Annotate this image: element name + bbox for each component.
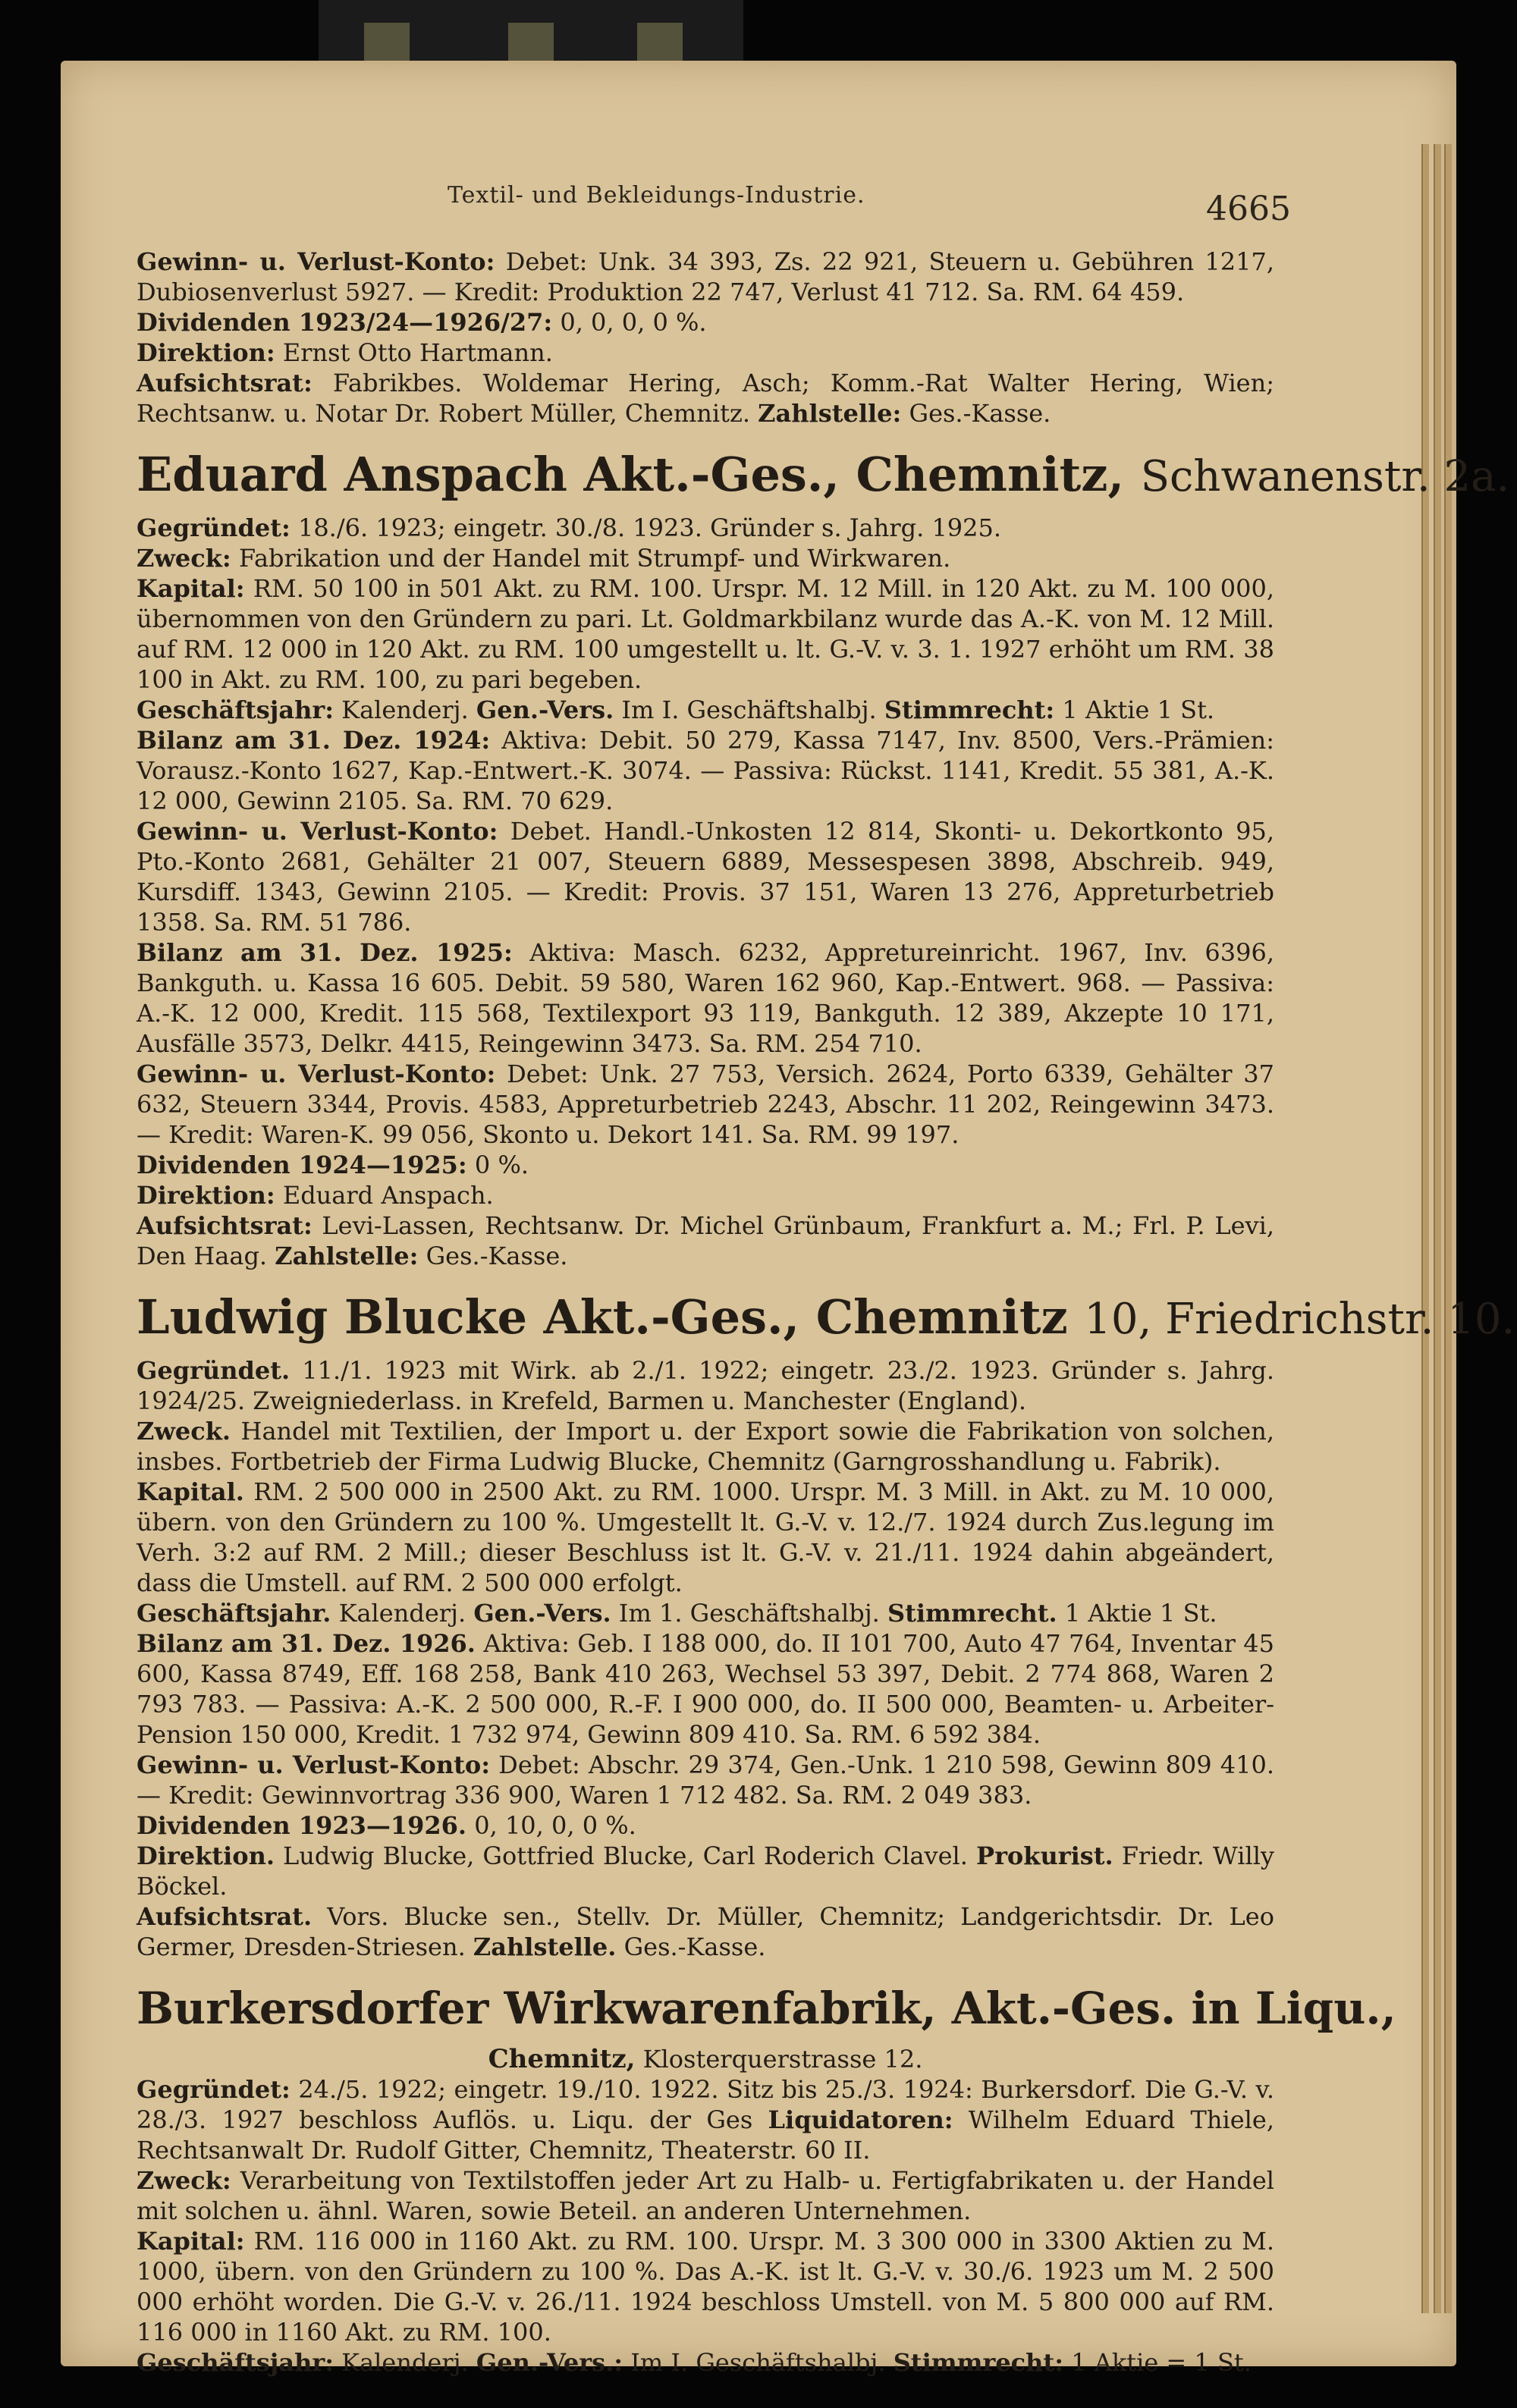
company-heading: Eduard Anspach Akt.-Ges., Chemnitz, Schwanenstr. 2a. — [137, 447, 1510, 502]
entry-paragraph: Bilanz am 31. Dez. 1924: Aktiva: Debit. 50 279, Kassa 7147, Inv. 8500, Vers.-Prämien: Vorausz.-Konto 1627, Kap.-Entwert.-K. 3074. — Passiva: Rückst. 1141, Kredit. 55 381, A.-K. 12 000, Gewinn 2105. Sa. RM. 70 629. — [137, 726, 1275, 815]
entry-paragraph: Zweck: Verarbeitung von Textilstoffen jeder Art zu Halb- u. Fertigfabrikaten u. der Handel mit solchen u. ähnl. Waren, sowie Beteil. an anderen Unternehmen. — [137, 2166, 1274, 2225]
entry-paragraph: Dividenden 1924—1925: 0 %. — [137, 1151, 529, 1179]
entry-paragraph: Gegründet. 11./1. 1923 mit Wirk. ab 2./1. 1922; eingetr. 23./2. 1923. Gründer s. Jahrg. 1924/25. Zweigniederlass. in Krefeld, Barmen u. Manchester (England). — [137, 1356, 1274, 1415]
entry-paragraph: Aufsichtsrat: Levi-Lassen, Rechtsanw. Dr. Michel Grünbaum, Frankfurt a. M.; Frl. P. Levi, Den Haag. Zahlstelle: Ges.-Kasse. — [137, 1211, 1274, 1270]
page-number: 4665 — [1206, 190, 1291, 228]
company-heading: Ludwig Blucke Akt.-Ges., Chemnitz 10, Friedrichstr. 10. — [137, 1289, 1515, 1345]
entry-paragraph: Gewinn- u. Verlust-Konto: Debet: Abschr. 29 374, Gen.-Unk. 1 210 598, Gewinn 809 410. — Kredit: Gewinnvortrag 336 900, Waren 1 712 482. Sa. RM. 2 049 383. — [137, 1750, 1275, 1810]
entry-paragraph: Gewinn- u. Verlust-Konto: Debet: Unk. 27 753, Versich. 2624, Porto 6339, Gehälter 37 632, Steuern 3344, Provis. 4583, Appreturbetrieb 2243, Abschr. 11 202, Reingewinn 3473. — Kredit: Waren-K. 99 056, Skonto u. Dekort 141. Sa. RM. 99 197. — [137, 1060, 1274, 1149]
entry-paragraph: Zweck: Fabrikation und der Handel mit Strumpf- und Wirkwaren. — [137, 544, 951, 573]
entry-paragraph: Bilanz am 31. Dez. 1925: Aktiva: Masch. 6232, Appretureinricht. 1967, Inv. 6396, Bankguth. u. Kassa 16 605. Debit. 59 580, Waren 162 960, Kap.-Entwert. 968. — Passiva: A.-K. 12 000, Kredit. 115 568, Textilexport 93 119, Bankguth. 12 389, Akzepte 10 171, Ausfälle 3573, Delkr. 4415, Reingewinn 3473. Sa. RM. 254 710. — [137, 938, 1275, 1058]
top-binding-tabs — [319, 0, 743, 64]
entry-paragraph: Kapital. RM. 2 500 000 in 2500 Akt. zu RM. 1000. Urspr. M. 3 Mill. in Akt. zu M. 10 000, übern. von den Gründern zu 100 %. Umgestellt lt. G.-V. v. 12./7. 1924 durch Zus.legung im Verh. 3:2 auf RM. 2 Mill.; dieser Beschluss ist lt. G.-V. v. 21./11. 1924 dahin abgeändert, dass die Umstell. auf RM. 2 500 000 erfolgt. — [137, 1477, 1274, 1597]
entry-paragraph: Geschäftsjahr: Kalenderj. Gen.-Vers.: Im I. Geschäftshalbj. Stimmrecht: 1 Aktie = 1 St. — [137, 2348, 1252, 2377]
entry-paragraph: Bilanz am 31. Dez. 1926. Aktiva: Geb. I 188 000, do. II 101 700, Auto 47 764, Inventar 45 600, Kassa 8749, Eff. 168 258, Bank 410 263, Wechsel 53 397, Debit. 2 774 868, Waren 2 793 783. — Passiva: A.-K. 2 500 000, R.-F. I 900 000, do. II 500 000, Beamten- u. Arbeiter-Pension 150 000, Kredit. 1 732 974, Gewinn 809 410. Sa. RM. 6 592 384. — [137, 1629, 1275, 1749]
prelude-paragraph: Direktion: Ernst Otto Hartmann. — [137, 338, 553, 367]
entry-paragraph: Kapital: RM. 50 100 in 501 Akt. zu RM. 100. Urspr. M. 12 Mill. in 120 Akt. zu M. 100 000, übernommen von den Gründern zu pari. Lt. Goldmarkbilanz wurde das A.-K. von M. 12 Mill. auf RM. 12 000 in 120 Akt. zu RM. 100 umgestellt u. lt. G.-V. v. 3. 1. 1927 erhöht um RM. 38 100 in Akt. zu RM. 100, zu pari begeben. — [137, 574, 1274, 694]
company-heading: Burkersdorfer Wirkwarenfabrik, Akt.-Ges. in Liqu., — [137, 1983, 1396, 2034]
binding-tab — [364, 23, 410, 64]
company-subheading: Chemnitz, Klosterquerstrasse 12. — [488, 2044, 923, 2074]
binding-tab — [637, 23, 683, 64]
page-body — [137, 246, 1515, 2378]
prelude-paragraph: Dividenden 1923/24—1926/27: 0, 0, 0, 0 %. — [137, 308, 707, 337]
entry-paragraph: Geschäftsjahr. Kalenderj. Gen.-Vers. Im 1. Geschäftshalbj. Stimmrecht. 1 Aktie 1 St. — [137, 1599, 1217, 1628]
entry-paragraph: Gegründet: 24./5. 1922; eingetr. 19./10. 1922. Sitz bis 25./3. 1924: Burkersdorf. Die G.-V. v. 28./3. 1927 beschloss Auflös. u. Liqu. der Ges Liquidatoren: Wilhelm Eduard Thiele, Rechtsanwalt Dr. Rudolf Gitter, Chemnitz, Theaterstr. 60 II. — [137, 2075, 1275, 2165]
entry-paragraph: Direktion: Eduard Anspach. — [137, 1181, 494, 1210]
prelude-paragraph: Gewinn- u. Verlust-Konto: Debet: Unk. 34 393, Zs. 22 921, Steuern u. Gebühren 1217, Dubiosenverlust 5927. — Kredit: Produktion 22 747, Verlust 41 712. Sa. RM. 64 459. — [137, 247, 1275, 306]
entry-paragraph: Kapital: RM. 116 000 in 1160 Akt. zu RM. 100. Urspr. M. 3 300 000 in 3300 Aktien zu M. 1000, übern. von den Gründern zu 100 %. Das A.-K. ist lt. G.-V. v. 30./6. 1923 um M. 2 500 000 erhöht worden. Die G.-V. v. 26./11. 1924 beschloss Umstell. von M. 5 800 000 auf RM. 116 000 in 1160 Akt. zu RM. 100. — [137, 2227, 1274, 2347]
entry-paragraph: Dividenden 1923—1926. 0, 10, 0, 0 %. — [137, 1811, 636, 1840]
entry-paragraph: Gewinn- u. Verlust-Konto: Debet. Handl.-Unkosten 12 814, Skonti- u. Dekortkonto 95, Pto.-Konto 2681, Gehälter 21 007, Steuern 6889, Messespesen 3898, Abschreib. 949, Kursdiff. 1343, Gewinn 2105. — Kredit: Provis. 37 151, Waren 13 276, Appreturbetrieb 1358. Sa. RM. 51 786. — [137, 817, 1275, 937]
entry-paragraph: Aufsichtsrat. Vors. Blucke sen., Stellv. Dr. Müller, Chemnitz; Landgerichtsdir. Dr. Leo Germer, Dresden-Striesen. Zahlstelle. Ges.-Kasse. — [137, 1902, 1274, 1961]
binding-tab — [508, 23, 554, 64]
entry-paragraph: Gegründet: 18./6. 1923; eingetr. 30./8. 1923. Gründer s. Jahrg. 1925. — [137, 513, 1002, 542]
running-header: Textil- und Bekleidungs-Industrie. — [448, 182, 865, 209]
entry-paragraph: Zweck. Handel mit Textilien, der Import u. der Export sowie die Fabrikation von solchen, insbes. Fortbetrieb der Firma Ludwig Blucke, Chemnitz (Garngrosshandlung u. Fabrik). — [137, 1417, 1274, 1476]
entry-paragraph: Direktion. Ludwig Blucke, Gottfried Blucke, Carl Roderich Clavel. Prokurist. Friedr. Willy Böckel. — [137, 1841, 1274, 1901]
prelude-paragraph: Aufsichtsrat: Fabrikbes. Woldemar Hering, Asch; Komm.-Rat Walter Hering, Wien; Rechtsanw. u. Notar Dr. Robert Müller, Chemnitz. Zahlstelle: Ges.-Kasse. — [137, 369, 1274, 428]
entry-paragraph: Geschäftsjahr: Kalenderj. Gen.-Vers. Im I. Geschäftshalbj. Stimmrecht: 1 Aktie 1 St. — [137, 695, 1215, 724]
